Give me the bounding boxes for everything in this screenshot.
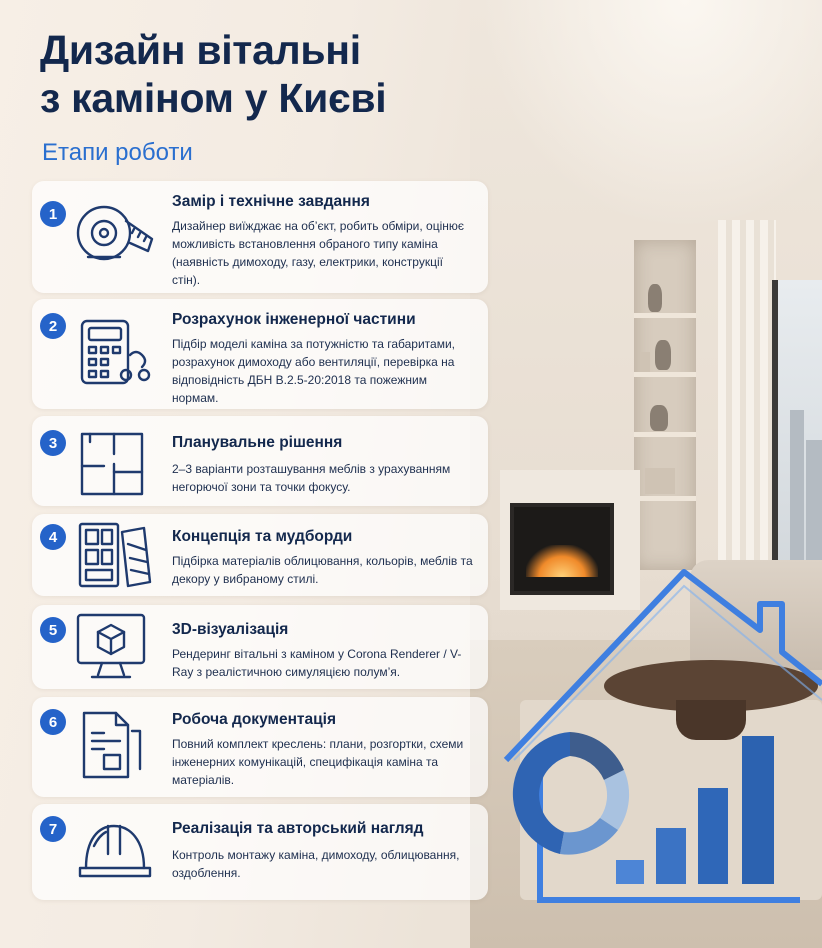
header — [40, 26, 386, 122]
step-number-badge: 2 — [40, 313, 66, 339]
page-subtitle: Етапи роботи — [42, 139, 193, 166]
bar-chart-icon — [616, 736, 774, 884]
step-description: Рендеринг вітальні з каміном у Corona Renderer / V-Ray з реалістичною симуляцією полум’я. — [172, 647, 462, 679]
step-description: Повний комплект креслень: плани, розгортки, схеми інженерних комунікацій, специфікація каміна та матеріалів. — [172, 737, 464, 787]
step-description: 2–3 варіанти розташування меблів з урахуванням негорючої зони та точки фокусу. — [172, 462, 451, 494]
step-description: Контроль монтажу каміна, димоходу, облицювання, оздоблення. — [172, 848, 460, 880]
step-title: Розрахунок інженерної частини — [172, 311, 416, 328]
step-card-7 — [32, 804, 488, 900]
step-number-badge: 6 — [40, 709, 66, 735]
step-description: Підбірка матеріалів облицювання, кольорів, меблів та декору у вибраному стилі. — [172, 554, 473, 586]
step-title: 3D-візуалізація — [172, 621, 289, 638]
step-title: Реалізація та авторський нагляд — [172, 820, 424, 837]
step-number-badge: 1 — [40, 201, 66, 227]
step-number-badge: 5 — [40, 617, 66, 643]
page-title: Дизайн вітальні з каміном у Києві — [40, 27, 387, 121]
step-title: Планувальне рішення — [172, 434, 343, 451]
documents-icon — [74, 707, 156, 779]
step-card-4 — [32, 514, 488, 596]
step-description: Підбір моделі каміна за потужністю та габаритами, розрахунок димоходу або вентиляції, перевірка на відповідність ДБН В.2.5-20:2018 та пожежним нормам. — [172, 337, 455, 405]
house-outline-icon — [500, 560, 822, 920]
tape-measure-icon — [74, 199, 156, 271]
moodboard-icon — [74, 520, 156, 592]
donut-chart-icon — [513, 732, 629, 855]
step-number-badge: 4 — [40, 524, 66, 550]
hard-hat-icon — [74, 814, 156, 886]
step-card-1 — [32, 181, 488, 293]
step-title: Замір і технічне завдання — [172, 193, 370, 210]
step-number-badge: 7 — [40, 816, 66, 842]
step-card-5 — [32, 605, 488, 689]
step-description: Дизайнер виїжджає на об’єкт, робить обміри, оцінює можливість встановлення обраного типу каміна (наявність димоходу, газу, електрики, конструкції стін). — [172, 219, 465, 287]
step-card-2 — [32, 299, 488, 409]
step-card-3 — [32, 416, 488, 506]
monitor-3d-cube-icon — [74, 611, 156, 683]
step-number-badge: 3 — [40, 430, 66, 456]
step-card-6 — [32, 697, 488, 797]
step-title: Робоча документація — [172, 711, 337, 728]
floor-plan-icon — [74, 428, 156, 500]
step-title: Концепція та мудборди — [172, 528, 353, 545]
calculator-icon — [74, 317, 156, 389]
